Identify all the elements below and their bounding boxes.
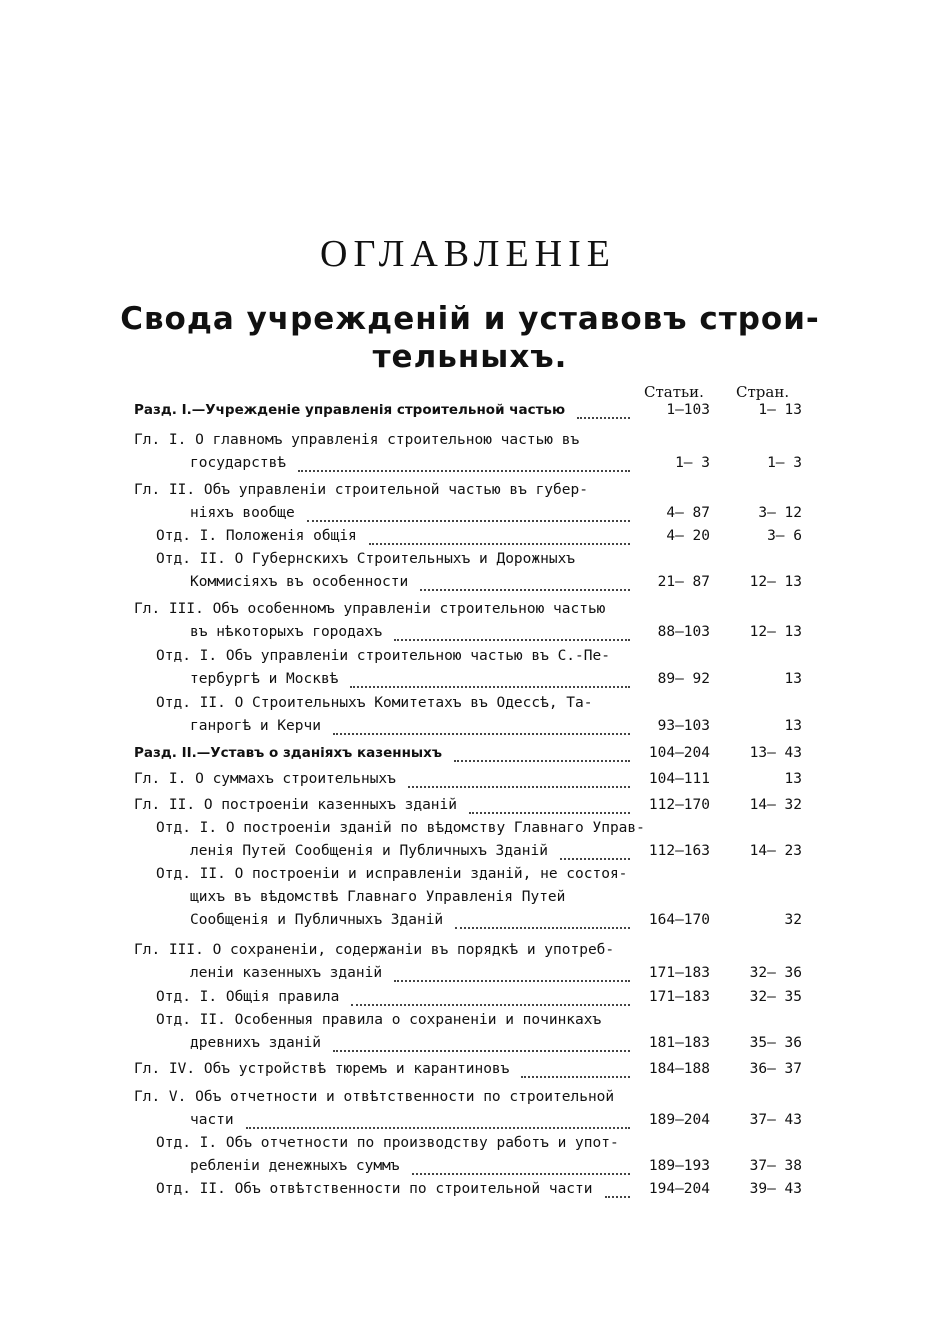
dot-leader <box>394 639 630 641</box>
toc-articles-range: 88—103 <box>657 624 710 640</box>
toc-entry-text: ленія Путей Сообщенія и Публичныхъ Зданій <box>190 843 548 859</box>
toc-entry-text: Отд. II. О Строительныхъ Комитетахъ въ Одессѣ, Та- <box>156 695 593 711</box>
toc-articles-range: 21— 87 <box>657 574 710 590</box>
toc-entry-line <box>0 402 936 424</box>
toc-articles-range: 194—204 <box>648 1181 710 1197</box>
toc-entry-text: части <box>190 1112 234 1128</box>
toc-entry-text: Разд. II.—Уставъ о зданіяхъ казенныхъ <box>134 745 442 761</box>
page-subtitle <box>120 300 820 376</box>
toc-entry-text: ганрогѣ и Керчи <box>190 718 321 734</box>
dot-leader <box>246 1127 630 1129</box>
toc-articles-range: 181—183 <box>648 1035 710 1051</box>
toc-entry-line <box>0 574 936 596</box>
toc-entry-text: Гл. III. О сохраненіи, содержаніи въ порядкѣ и употреб- <box>134 942 615 958</box>
toc-pages-range: 32— 36 <box>749 965 802 981</box>
toc-pages-range: 12— 13 <box>749 624 802 640</box>
toc-entry-text: Отд. I. Объ управленіи строительною частью въ С.-Пе- <box>156 648 610 664</box>
toc-pages-range: 14— 23 <box>749 843 802 859</box>
toc-entry-text: Отд. II. Особенныя правила о сохраненіи и починкахъ <box>156 1012 602 1028</box>
toc-entry-text: Отд. I. Общія правила <box>156 989 340 1005</box>
toc-entry-line <box>0 866 936 888</box>
toc-entry-line <box>0 745 936 767</box>
dot-leader <box>394 980 630 982</box>
toc-articles-range: 112—163 <box>648 843 710 859</box>
toc-entry-line <box>0 505 936 527</box>
toc-entry-line <box>0 912 936 934</box>
toc-entry-line <box>0 455 936 477</box>
toc-articles-range: 164—170 <box>648 912 710 928</box>
dot-leader <box>455 927 630 929</box>
toc-entry-line <box>0 528 936 550</box>
dot-leader <box>333 733 630 735</box>
toc-articles-range: 112—170 <box>648 797 710 813</box>
toc-entry-line <box>0 843 936 865</box>
toc-entry-line <box>0 601 936 623</box>
subtitle-line-2: тельныхъ. <box>372 339 568 375</box>
toc-articles-range: 171—183 <box>648 989 710 1005</box>
toc-entry-text: въ нѣкоторыхъ городахъ <box>190 624 383 640</box>
toc-entry-line <box>0 1012 936 1034</box>
toc-pages-range: 13— 43 <box>749 745 802 761</box>
toc-pages-range: 32— 35 <box>749 989 802 1005</box>
dot-leader <box>351 1004 630 1006</box>
toc-entry-text: тербургѣ и Москвѣ <box>190 671 339 687</box>
toc-entry-text: Гл. IV. Объ устройствѣ тюремъ и карантиновъ <box>134 1061 510 1077</box>
dot-leader <box>420 589 630 591</box>
toc-entry-line <box>0 432 936 454</box>
dot-leader <box>408 786 630 788</box>
toc-entry-text: государствѣ <box>190 455 287 471</box>
toc-articles-range: 171—183 <box>648 965 710 981</box>
toc-entry-line <box>0 1035 936 1057</box>
toc-entry-text: Отд. II. О Губернскихъ Строительныхъ и Дорожныхъ <box>156 551 576 567</box>
page-title: ОГЛАВЛЕНІЕ <box>320 233 616 275</box>
toc-entry-text: Гл. V. Объ отчетности и отвѣтственности по строительной <box>134 1089 615 1105</box>
dot-leader <box>469 812 630 814</box>
toc-pages-range: 3— 6 <box>767 528 802 544</box>
toc-articles-range: 184—188 <box>648 1061 710 1077</box>
toc-pages-range: 35— 36 <box>749 1035 802 1051</box>
toc-entry-text: Гл. I. О главномъ управленія строительною частью въ <box>134 432 580 448</box>
toc-entry-line <box>0 1089 936 1111</box>
toc-entry-line <box>0 989 936 1011</box>
toc-pages-range: 13 <box>784 671 802 687</box>
toc-articles-range: 1— 3 <box>675 455 710 471</box>
toc-articles-range: 104—204 <box>648 745 710 761</box>
toc-entry-text: Отд. I. О построеніи зданій по вѣдомству Главнаго Управ- <box>156 820 645 836</box>
toc-entry-text: Отд. I. Положенія общія <box>156 528 357 544</box>
toc-entry-line <box>0 797 936 819</box>
toc-entry-text: древнихъ зданій <box>190 1035 321 1051</box>
toc-pages-range: 1— 3 <box>767 455 802 471</box>
toc-entry-line <box>0 624 936 646</box>
toc-pages-range: 13 <box>784 771 802 787</box>
toc-entry-text: Разд. I.—Учрежденіе управленія строительной частью <box>134 402 566 418</box>
dot-leader <box>605 1196 630 1198</box>
dot-leader <box>577 417 630 419</box>
toc-entry-line <box>0 671 936 693</box>
toc-entry-text: Коммисіяхъ въ особенности <box>190 574 409 590</box>
toc-entry-text: Отд. II. О построеніи и исправленіи зданій, не состоя- <box>156 866 628 882</box>
toc-articles-range: 4— 20 <box>666 528 710 544</box>
toc-entry-text: Гл. III. Объ особенномъ управленіи строительною частью <box>134 601 606 617</box>
toc-articles-range: 189—193 <box>648 1158 710 1174</box>
toc-entry-line <box>0 648 936 670</box>
toc-pages-range: 37— 43 <box>749 1112 802 1128</box>
toc-entry-text: Гл. II. Объ управленіи строительной частью въ губер- <box>134 482 588 498</box>
toc-entry-text: Отд. II. Объ отвѣтственности по строительной части <box>156 1181 593 1197</box>
toc-pages-range: 32 <box>784 912 802 928</box>
toc-entry-line <box>0 1061 936 1083</box>
toc-articles-range: 89— 92 <box>657 671 710 687</box>
dot-leader <box>350 686 630 688</box>
toc-entry-text: леніи казенныхъ зданій <box>190 965 383 981</box>
toc-entry-line <box>0 1158 936 1180</box>
dot-leader <box>454 760 630 762</box>
toc-entry-line <box>0 965 936 987</box>
column-header-pages: Стран. <box>736 383 790 401</box>
toc-pages-range: 39— 43 <box>749 1181 802 1197</box>
toc-entry-text: ребленіи денежныхъ суммъ <box>190 1158 400 1174</box>
toc-pages-range: 36— 37 <box>749 1061 802 1077</box>
toc-entry-line <box>0 1112 936 1134</box>
toc-pages-range: 37— 38 <box>749 1158 802 1174</box>
toc-entry-text: Гл. II. О построеніи казенныхъ зданій <box>134 797 458 813</box>
toc-entry-text: Сообщенія и Публичныхъ Зданій <box>190 912 444 928</box>
toc-entry-text: ніяхъ вообще <box>190 505 295 521</box>
toc-entry-line <box>0 482 936 504</box>
toc-pages-range: 13 <box>784 718 802 734</box>
column-header-articles: Статьи. <box>644 383 704 401</box>
toc-entry-line <box>0 718 936 740</box>
dot-leader <box>298 470 630 472</box>
dot-leader <box>412 1173 630 1175</box>
toc-articles-range: 189—204 <box>648 1112 710 1128</box>
toc-entry-line <box>0 771 936 793</box>
toc-articles-range: 1—103 <box>666 402 710 418</box>
toc-entry-line <box>0 942 936 964</box>
dot-leader <box>333 1050 630 1052</box>
toc-entry-line <box>0 551 936 573</box>
toc-pages-range: 3— 12 <box>758 505 802 521</box>
dot-leader <box>369 543 630 545</box>
subtitle-line-1: Свода учрежденій и уставовъ строи- <box>120 301 820 337</box>
toc-entry-text: щихъ въ вѣдомствѣ Главнаго Управленія Путей <box>190 889 566 905</box>
toc-entry-text: Отд. I. Объ отчетности по производству работъ и упот- <box>156 1135 619 1151</box>
toc-entry-line <box>0 889 936 911</box>
toc-pages-range: 1— 13 <box>758 402 802 418</box>
toc-entry-line <box>0 820 936 842</box>
toc-entry-line <box>0 1181 936 1203</box>
toc-pages-range: 14— 32 <box>749 797 802 813</box>
toc-articles-range: 104—111 <box>648 771 710 787</box>
toc-entry-line <box>0 1135 936 1157</box>
dot-leader <box>560 858 630 860</box>
toc-pages-range: 12— 13 <box>749 574 802 590</box>
toc-articles-range: 93—103 <box>657 718 710 734</box>
toc-articles-range: 4— 87 <box>666 505 710 521</box>
dot-leader <box>307 520 630 522</box>
toc-entry-text: Гл. I. О суммахъ строительныхъ <box>134 771 396 787</box>
dot-leader <box>521 1076 630 1078</box>
toc-entry-line <box>0 695 936 717</box>
